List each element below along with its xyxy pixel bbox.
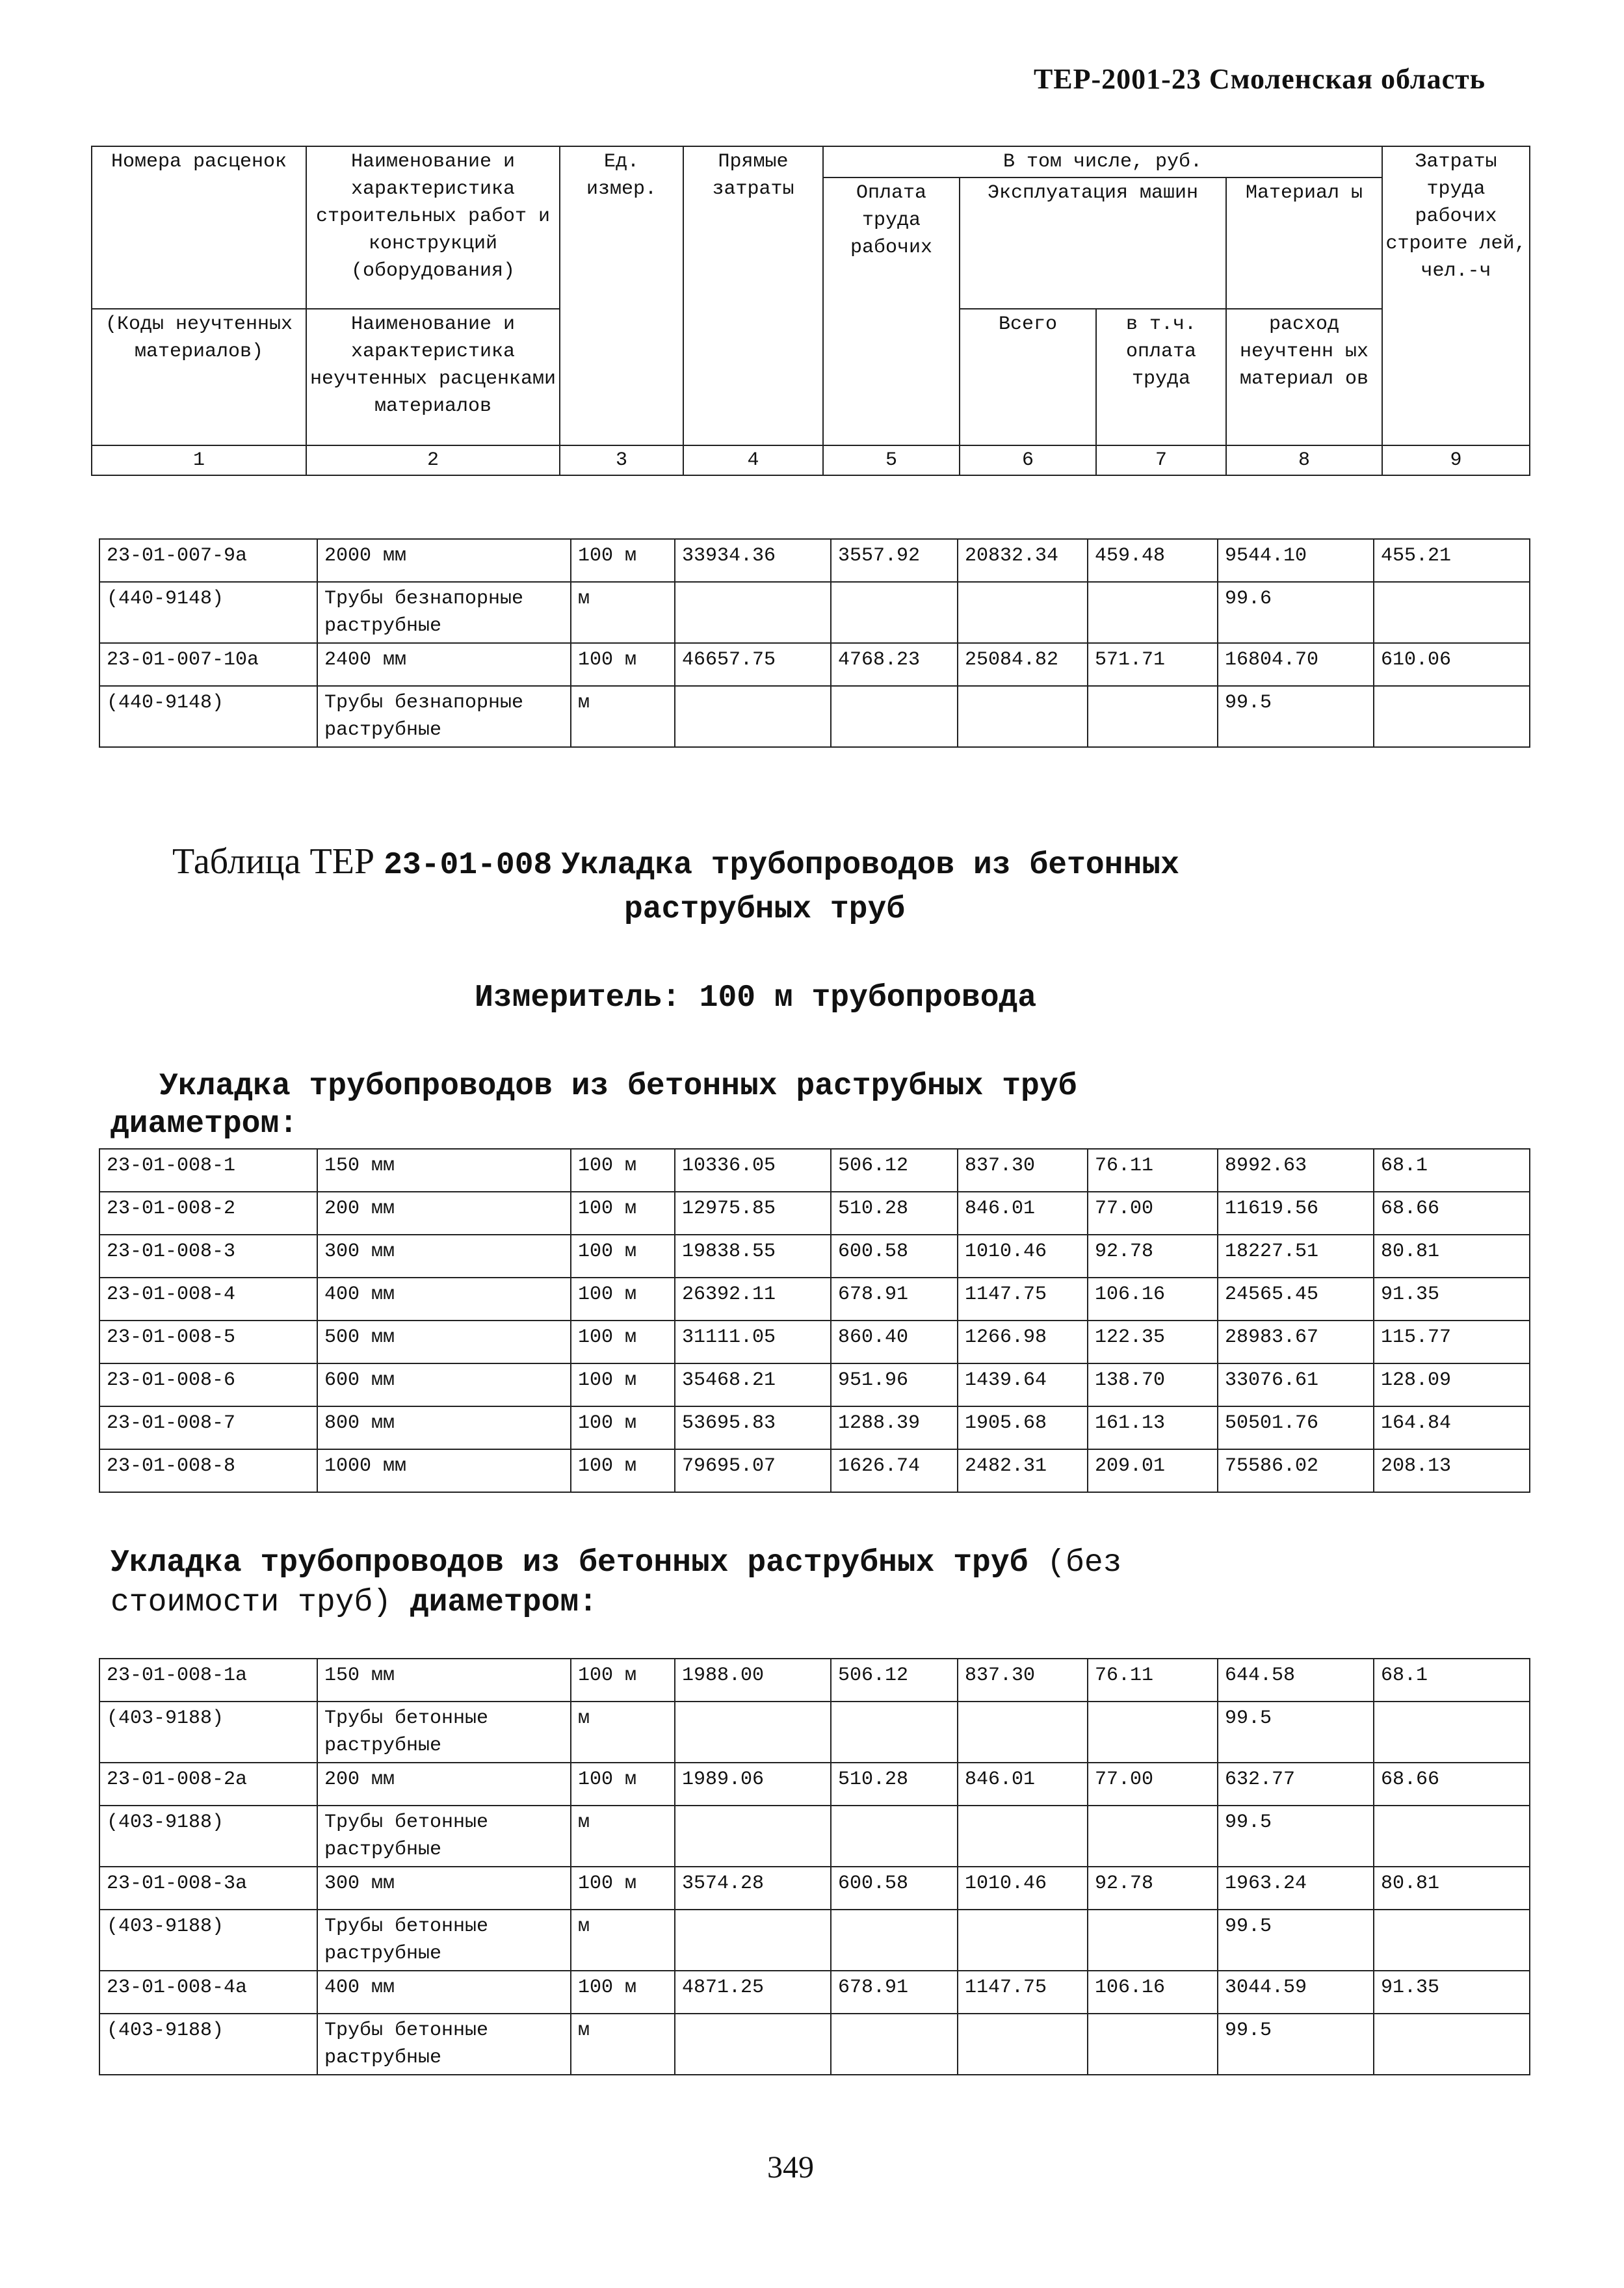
table-cell: 26392.11 (675, 1278, 831, 1321)
table-cell (958, 1702, 1088, 1763)
table-cell: м (571, 1806, 675, 1867)
table-cell: 1000 мм (317, 1449, 571, 1492)
table-cell (831, 1806, 958, 1867)
table-cell: 24565.45 (1218, 1278, 1374, 1321)
table-cell: 3557.92 (831, 539, 958, 582)
table-cell: Трубы бетонные раструбные (317, 1806, 571, 1867)
table-row (99, 539, 1530, 582)
table-cell: (403-9188) (99, 1702, 317, 1763)
table-row (99, 1702, 1530, 1763)
col-header-labor-costs: Затраты труда рабочих строите лей, чел.-ч (1382, 146, 1530, 445)
table-cell (675, 686, 831, 747)
table-cell: 1989.06 (675, 1763, 831, 1806)
page-number: 349 (767, 2150, 814, 2185)
table-heading (172, 839, 1505, 888)
table-cell: 200 мм (317, 1763, 571, 1806)
table-cell: 68.1 (1374, 1149, 1530, 1192)
table-row (99, 1763, 1530, 1806)
column-header-table (91, 146, 1530, 476)
table-row (99, 1806, 1530, 1867)
table-cell: 4768.23 (831, 643, 958, 686)
table-cell: 91.35 (1374, 1278, 1530, 1321)
table-cell: Трубы бетонные раструбные (317, 2014, 571, 2075)
table-cell: 35468.21 (675, 1363, 831, 1406)
table-cell: 23-01-008-7 (99, 1406, 317, 1449)
table-cell (958, 2014, 1088, 2075)
table-row (99, 582, 1530, 643)
table-cell: 99.6 (1218, 582, 1374, 643)
col-header-materials: Материал ы (1226, 178, 1382, 309)
table-cell: 100 м (571, 1763, 675, 1806)
table-cell: 106.16 (1088, 1971, 1218, 2014)
column-number: 2 (306, 445, 560, 475)
col-header-unaccounted-use: расход неучтенн ых материал ов (1226, 309, 1382, 445)
table-cell: 91.35 (1374, 1971, 1530, 2014)
table-cell: 10336.05 (675, 1149, 831, 1192)
table-cell: м (571, 1910, 675, 1971)
table-cell: 99.5 (1218, 1806, 1374, 1867)
document-title: ТЕР-2001-23 Смоленская область (1033, 63, 1486, 95)
table-row (99, 686, 1530, 747)
table-cell: 11619.56 (1218, 1192, 1374, 1235)
table-cell: 400 мм (317, 1971, 571, 2014)
section-title-plain: стоимости труб) (111, 1585, 410, 1620)
table-cell: 1988.00 (675, 1659, 831, 1702)
table-row (99, 1910, 1530, 1971)
section-title: Укладка трубопроводов из бетонных раструбных труб (159, 1069, 1077, 1104)
table-cell (1374, 582, 1530, 643)
table-title: Укладка трубопроводов из бетонных (561, 848, 1179, 883)
table-cell: 678.91 (831, 1278, 958, 1321)
table-cell: 1147.75 (958, 1278, 1088, 1321)
table-cell (958, 1910, 1088, 1971)
table-cell: Трубы безнапорные раструбные (317, 582, 571, 643)
table-cell: 20832.34 (958, 539, 1088, 582)
table-cell: 18227.51 (1218, 1235, 1374, 1278)
table-cell (1374, 686, 1530, 747)
table-cell: 77.00 (1088, 1763, 1218, 1806)
table-cell (831, 1910, 958, 1971)
col-header-unaccounted-codes: (Коды неучтенных материалов) (92, 309, 306, 445)
table-row (99, 1235, 1530, 1278)
table-cell: 100 м (571, 1278, 675, 1321)
table-cell: 846.01 (958, 1763, 1088, 1806)
table-row (99, 1406, 1530, 1449)
table-cell: 1010.46 (958, 1235, 1088, 1278)
table-cell: 1626.74 (831, 1449, 958, 1492)
table-cell: 76.11 (1088, 1659, 1218, 1702)
table-cell: 53695.83 (675, 1406, 831, 1449)
table-cell: 846.01 (958, 1192, 1088, 1235)
table-cell: 2400 мм (317, 643, 571, 686)
table-cell: 100 м (571, 1406, 675, 1449)
table-cell: 23-01-008-1а (99, 1659, 317, 1702)
table-code: 23-01-008 (384, 848, 553, 883)
table-cell: 100 м (571, 1192, 675, 1235)
table-cell (831, 686, 958, 747)
table-cell: 122.35 (1088, 1321, 1218, 1363)
table-cell (675, 1702, 831, 1763)
col-header-unaccounted-name: Наименование и характеристика неучтенных расценками материалов (306, 309, 560, 445)
table-cell: 571.71 (1088, 643, 1218, 686)
table-cell: 23-01-007-9а (99, 539, 317, 582)
table-row (99, 1659, 1530, 1702)
table-row (99, 1867, 1530, 1910)
table-cell: (403-9188) (99, 1910, 317, 1971)
table-cell: 500 мм (317, 1321, 571, 1363)
table-cell: 2482.31 (958, 1449, 1088, 1492)
table-cell: м (571, 582, 675, 643)
table-cell (1088, 582, 1218, 643)
table-cell: 99.5 (1218, 686, 1374, 747)
table-cell: 23-01-008-2 (99, 1192, 317, 1235)
table-cell: 200 мм (317, 1192, 571, 1235)
table-cell: 1266.98 (958, 1321, 1088, 1363)
table-cell: 23-01-008-5 (99, 1321, 317, 1363)
table-cell: (403-9188) (99, 1806, 317, 1867)
table-cell: 1905.68 (958, 1406, 1088, 1449)
table-row (99, 1971, 1530, 2014)
col-header-rate-number: Номера расценок (92, 146, 306, 309)
table-cell: 75586.02 (1218, 1449, 1374, 1492)
section-title-continued: диаметром: (111, 1107, 298, 1142)
table-cell: 23-01-008-1 (99, 1149, 317, 1192)
table-cell: 161.13 (1088, 1406, 1218, 1449)
table-title-continued: раструбных труб (624, 892, 906, 927)
col-header-direct-costs: Прямые затраты (683, 146, 823, 445)
table-row (99, 1321, 1530, 1363)
col-header-work-name: Наименование и характеристика строительных работ и конструкций (оборудования) (306, 146, 560, 309)
table-cell: 1010.46 (958, 1867, 1088, 1910)
column-number: 5 (823, 445, 960, 475)
table-cell (675, 2014, 831, 2075)
table-row (99, 2014, 1530, 2075)
table-cell: 459.48 (1088, 539, 1218, 582)
table-row (99, 1192, 1530, 1235)
table-cell (1088, 1910, 1218, 1971)
table-cell: (440-9148) (99, 582, 317, 643)
table-cell: 1147.75 (958, 1971, 1088, 2014)
table-cell (831, 1702, 958, 1763)
table-cell: 79695.07 (675, 1449, 831, 1492)
table-cell: м (571, 1702, 675, 1763)
table-cell: м (571, 686, 675, 747)
section-title (111, 1541, 1121, 1585)
table-cell: 632.77 (1218, 1763, 1374, 1806)
table-cell: 8992.63 (1218, 1149, 1374, 1192)
table-cell: 164.84 (1374, 1406, 1530, 1449)
table-cell: 50501.76 (1218, 1406, 1374, 1449)
table-cell: 3574.28 (675, 1867, 831, 1910)
table-cell: Трубы безнапорные раструбные (317, 686, 571, 747)
table-cell: 76.11 (1088, 1149, 1218, 1192)
col-header-machine-total: Всего (960, 309, 1096, 445)
column-number: 7 (1096, 445, 1226, 475)
table-cell (675, 1806, 831, 1867)
col-header-unit: Ед. измер. (560, 146, 683, 445)
table-cell: 33076.61 (1218, 1363, 1374, 1406)
table-cell: 100 м (571, 1363, 675, 1406)
table-cell: 1288.39 (831, 1406, 958, 1449)
table-cell: 510.28 (831, 1192, 958, 1235)
table-cell: 115.77 (1374, 1321, 1530, 1363)
column-number: 1 (92, 445, 306, 475)
table-cell: 400 мм (317, 1278, 571, 1321)
table-cell: 1963.24 (1218, 1867, 1374, 1910)
table-cell: 100 м (571, 539, 675, 582)
table-cell: 31111.05 (675, 1321, 831, 1363)
table-cell: 68.66 (1374, 1192, 1530, 1235)
table-cell: 209.01 (1088, 1449, 1218, 1492)
table-cell: 23-01-008-6 (99, 1363, 317, 1406)
table-cell: 28983.67 (1218, 1321, 1374, 1363)
table-row (99, 1278, 1530, 1321)
table-cell: 600.58 (831, 1867, 958, 1910)
table-cell: 208.13 (1374, 1449, 1530, 1492)
table-cell: 23-01-008-3а (99, 1867, 317, 1910)
table-cell: 860.40 (831, 1321, 958, 1363)
table-row (99, 1149, 1530, 1192)
table-cell (1374, 2014, 1530, 2075)
table-cell (1088, 1806, 1218, 1867)
table-cell: м (571, 2014, 675, 2075)
table-cell: 506.12 (831, 1659, 958, 1702)
table-cell: 800 мм (317, 1406, 571, 1449)
table-cell: 300 мм (317, 1867, 571, 1910)
table-cell (1088, 1702, 1218, 1763)
table-row (99, 1449, 1530, 1492)
table-cell: 100 м (571, 1321, 675, 1363)
table-cell: 23-01-008-4 (99, 1278, 317, 1321)
table-cell: 837.30 (958, 1659, 1088, 1702)
table-cell (831, 582, 958, 643)
table-cell: 92.78 (1088, 1235, 1218, 1278)
table-label: Таблица ТЕР (172, 841, 375, 882)
table-cell: 951.96 (831, 1363, 958, 1406)
table-cell: 138.70 (1088, 1363, 1218, 1406)
rates-table-008a (99, 1658, 1530, 2075)
table-cell: 46657.75 (675, 643, 831, 686)
table-cell: 23-01-008-4а (99, 1971, 317, 2014)
table-cell (1088, 686, 1218, 747)
table-cell: 128.09 (1374, 1363, 1530, 1406)
table-cell: 23-01-007-10а (99, 643, 317, 686)
table-cell: 19838.55 (675, 1235, 831, 1278)
table-cell: 92.78 (1088, 1867, 1218, 1910)
table-cell (1374, 1910, 1530, 1971)
table-cell: 77.00 (1088, 1192, 1218, 1235)
table-cell: 100 м (571, 1149, 675, 1192)
table-cell (958, 1806, 1088, 1867)
table-cell: (440-9148) (99, 686, 317, 747)
col-header-including: В том числе, руб. (823, 146, 1382, 178)
table-cell: 100 м (571, 1449, 675, 1492)
table-cell (675, 1910, 831, 1971)
table-cell: 100 м (571, 1971, 675, 2014)
table-cell: 678.91 (831, 1971, 958, 2014)
table-cell: 80.81 (1374, 1235, 1530, 1278)
table-cell: 23-01-008-2а (99, 1763, 317, 1806)
table-row (99, 1363, 1530, 1406)
table-cell: 600.58 (831, 1235, 958, 1278)
table-cell: 68.1 (1374, 1659, 1530, 1702)
table-cell: 644.58 (1218, 1659, 1374, 1702)
col-header-machine-pay: в т.ч. оплата труда (1096, 309, 1226, 445)
column-number-row (92, 445, 1530, 475)
col-header-machine-operation: Эксплуатация машин (960, 178, 1226, 309)
table-cell: 100 м (571, 1867, 675, 1910)
table-cell: 68.66 (1374, 1763, 1530, 1806)
table-cell: 610.06 (1374, 643, 1530, 686)
table-cell (1374, 1806, 1530, 1867)
table-cell: 106.16 (1088, 1278, 1218, 1321)
unit-of-measure: Измеритель: 100 м трубопровода (475, 980, 1037, 1016)
table-cell: 100 м (571, 1659, 675, 1702)
table-cell: 150 мм (317, 1149, 571, 1192)
table-cell: 300 мм (317, 1235, 571, 1278)
table-cell: 837.30 (958, 1149, 1088, 1192)
table-cell: 100 м (571, 1235, 675, 1278)
section-title-plain: (без (1028, 1545, 1122, 1581)
table-cell (1374, 1702, 1530, 1763)
table-cell (675, 582, 831, 643)
table-row (99, 643, 1530, 686)
rates-table-007 (99, 538, 1530, 748)
table-cell: 33934.36 (675, 539, 831, 582)
table-cell: 150 мм (317, 1659, 571, 1702)
table-cell: 12975.85 (675, 1192, 831, 1235)
table-cell: 25084.82 (958, 643, 1088, 686)
table-cell (831, 2014, 958, 2075)
table-cell: 1439.64 (958, 1363, 1088, 1406)
col-header-worker-pay: Оплата труда рабочих (823, 178, 960, 445)
table-cell: 23-01-008-3 (99, 1235, 317, 1278)
table-cell: 600 мм (317, 1363, 571, 1406)
table-cell: Трубы бетонные раструбные (317, 1702, 571, 1763)
table-cell (958, 686, 1088, 747)
table-cell: 455.21 (1374, 539, 1530, 582)
column-number: 8 (1226, 445, 1382, 475)
table-cell: (403-9188) (99, 2014, 317, 2075)
table-cell: 80.81 (1374, 1867, 1530, 1910)
table-cell: 99.5 (1218, 1910, 1374, 1971)
table-cell: 16804.70 (1218, 643, 1374, 686)
column-number: 9 (1382, 445, 1530, 475)
table-cell (1088, 2014, 1218, 2075)
section-title-continued (111, 1585, 597, 1620)
table-cell: 510.28 (831, 1763, 958, 1806)
column-number: 3 (560, 445, 683, 475)
table-cell: 4871.25 (675, 1971, 831, 2014)
table-cell (958, 582, 1088, 643)
table-cell: 99.5 (1218, 1702, 1374, 1763)
table-cell: 506.12 (831, 1149, 958, 1192)
section-title-bold: диаметром: (410, 1585, 597, 1620)
table-cell: 100 м (571, 643, 675, 686)
column-number: 4 (683, 445, 823, 475)
table-cell: 3044.59 (1218, 1971, 1374, 2014)
table-cell: 9544.10 (1218, 539, 1374, 582)
rates-table-008 (99, 1148, 1530, 1493)
table-cell: 2000 мм (317, 539, 571, 582)
column-number: 6 (960, 445, 1096, 475)
table-cell: Трубы бетонные раструбные (317, 1910, 571, 1971)
section-title-bold: Укладка трубопроводов из бетонных раструбных труб (111, 1545, 1028, 1581)
table-cell: 23-01-008-8 (99, 1449, 317, 1492)
table-cell: 99.5 (1218, 2014, 1374, 2075)
